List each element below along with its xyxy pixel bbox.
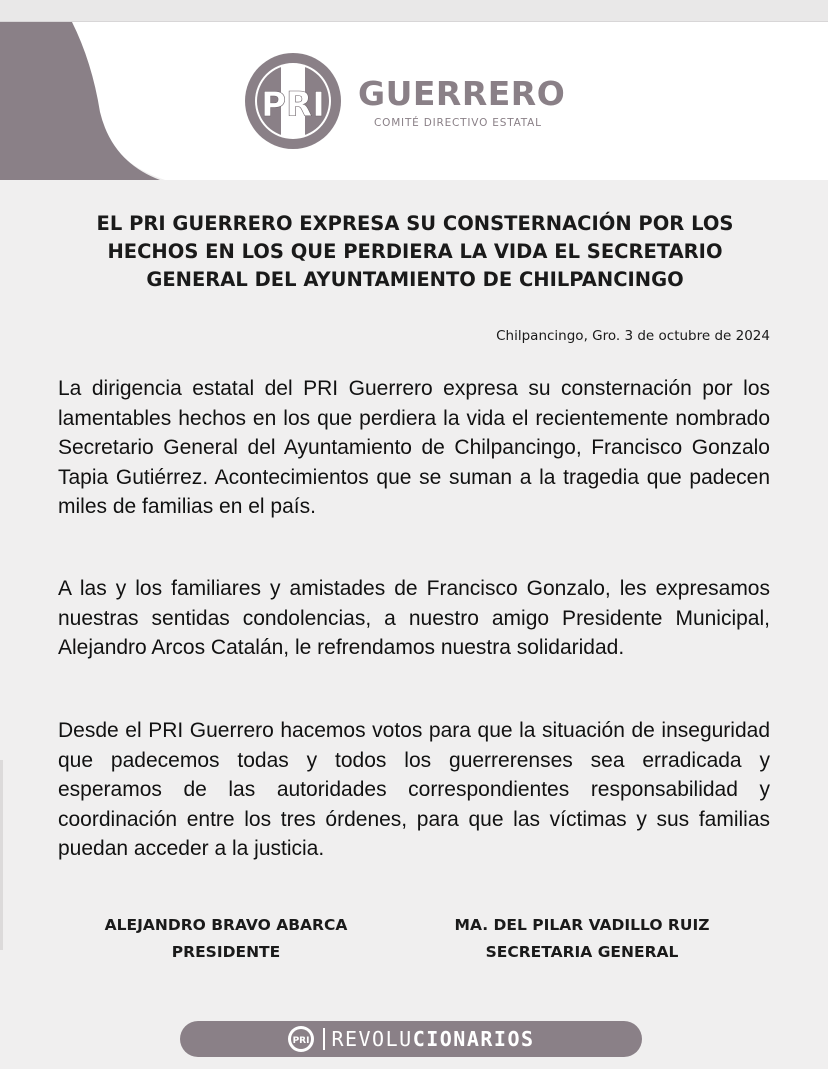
signature-name: MA. DEL PILAR VADILLO RUIZ: [454, 916, 710, 934]
headline-line-2: HECHOS EN LOS QUE PERDIERA LA VIDA EL SECRETARIO: [107, 240, 723, 263]
brand-subtitle: COMITÉ DIRECTIVO ESTATAL: [374, 117, 542, 129]
headline-line-3: GENERAL DEL AYUNTAMIENTO DE CHILPANCINGO: [146, 268, 684, 291]
press-headline: [60, 210, 770, 294]
footer-divider: [323, 1028, 325, 1050]
brand-name: GUERRERO: [358, 74, 566, 113]
headline-line-1: EL PRI GUERRERO EXPRESA SU CONSTERNACIÓN POR LOS: [96, 212, 734, 235]
signature-block-secretary: [432, 912, 732, 966]
signature-title: SECRETARIA GENERAL: [485, 943, 679, 961]
pri-logo: [244, 52, 342, 150]
footer-slogan-bold: CIONARIOS: [412, 1027, 535, 1051]
page-edge-shadow: [0, 760, 3, 950]
svg-text:PRI: PRI: [261, 85, 325, 125]
body-paragraph-2: A las y los familiares y amistades de Francisco Gonzalo, les expresamos nuestras sentidas condolencias, a nuestro amigo Presidente Municipal, Alejandro Arcos Catalán, le refrendamos nuestra solidaridad.: [58, 577, 770, 659]
body-paragraph-3: Desde el PRI Guerrero hacemos votos para que la situación de inseguridad que padecemos todas y todos los guerrerenses sea erradicada y esperamos de las autoridades correspondientes responsabilidad y coordinación entre los tres órdenes, para que las víctimas y sus familias puedan acceder a la justicia.: [58, 719, 770, 860]
top-strip: [0, 0, 828, 22]
signature-name: ALEJANDRO BRAVO ABARCA: [104, 916, 348, 934]
dateline: Chilpancingo, Gro. 3 de octubre de 2024: [496, 328, 770, 344]
letterhead: [0, 22, 828, 180]
pri-mini-logo: [287, 1025, 315, 1053]
signature-title: PRESIDENTE: [171, 943, 281, 961]
footer-banner: [180, 1021, 642, 1057]
footer-slogan-light: REVOLU: [331, 1027, 413, 1051]
svg-text:PRI: PRI: [293, 1036, 310, 1046]
footer-slogan: [331, 1027, 534, 1051]
body-paragraph-1: La dirigencia estatal del PRI Guerrero expresa su consternación por los lamentables hechos en los que perdiera la vida el recientemente nombrado Secretario General del Ayuntamiento de Chilpancingo, Francisco Gonzalo Tapia Gutiérrez. Acontecimientos que se suman a la tragedia que padecen miles de familias en el país.: [58, 377, 770, 518]
signature-block-president: [76, 912, 376, 966]
